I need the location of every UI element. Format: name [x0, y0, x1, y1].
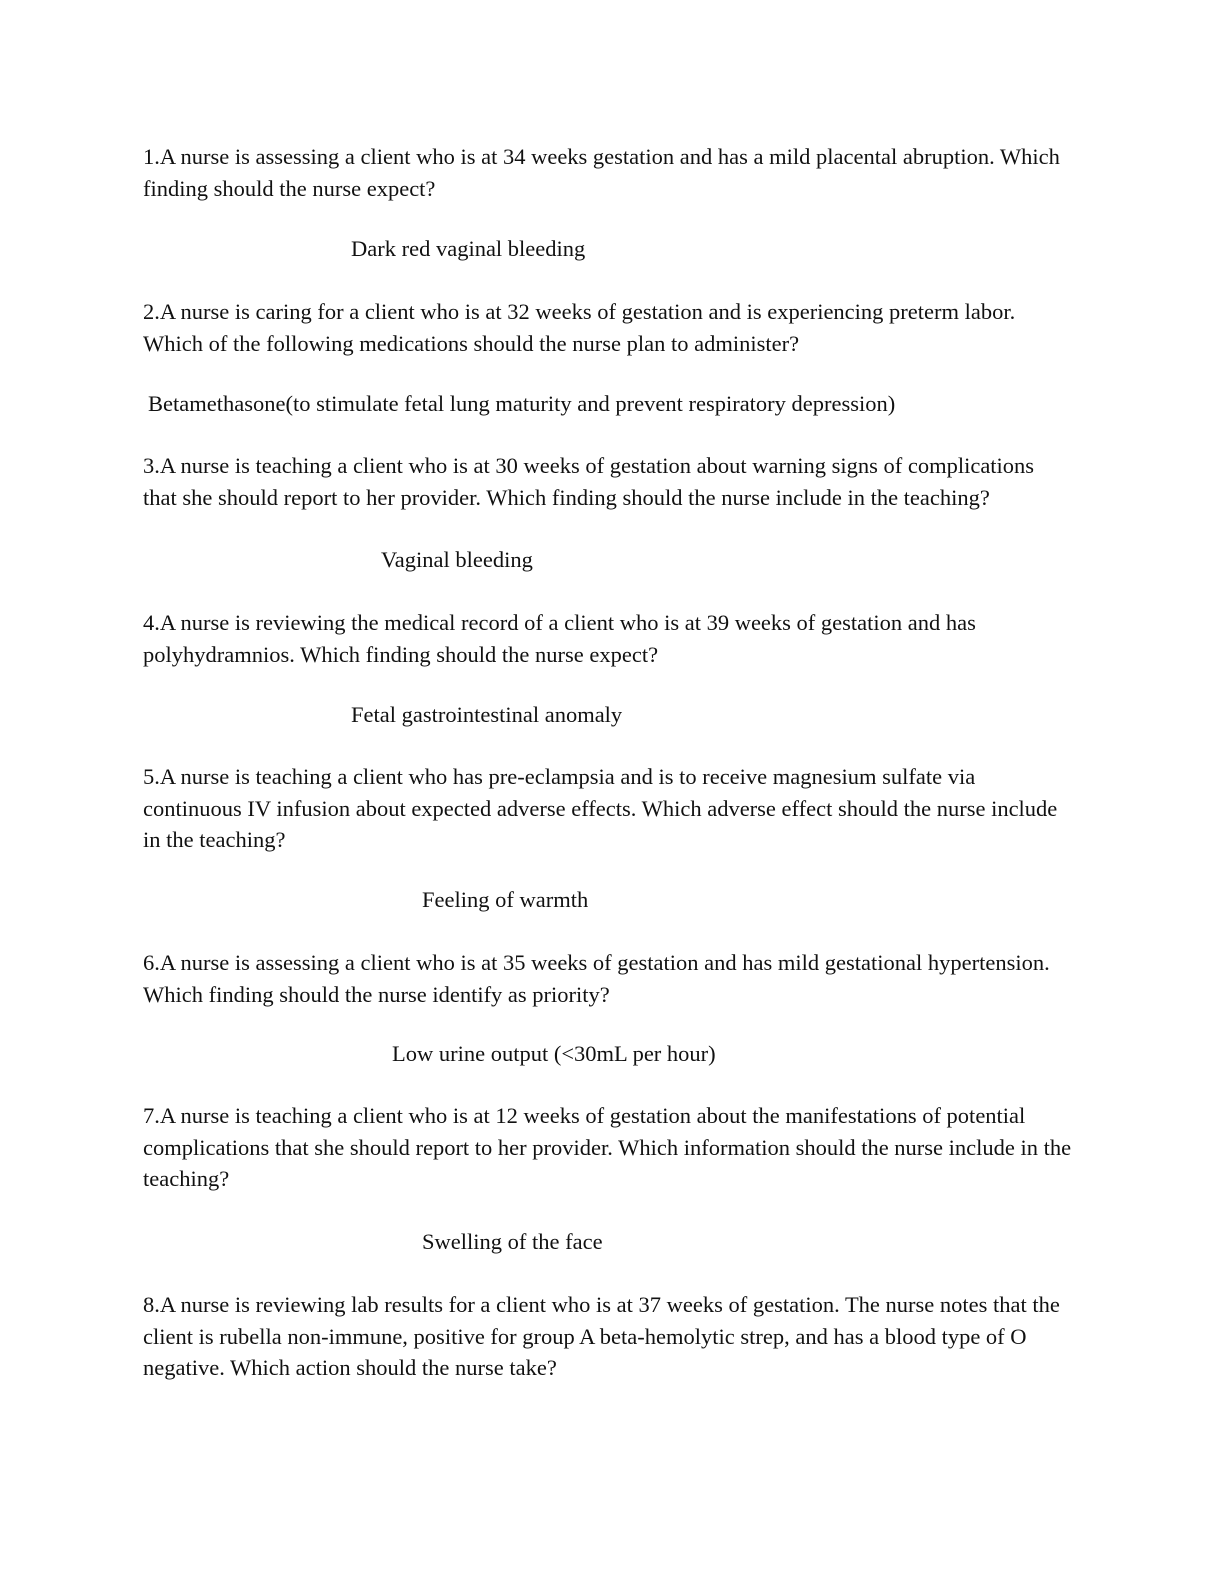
- answer-4: Fetal gastrointestinal anomaly: [351, 702, 623, 727]
- question-8: 8.A nurse is reviewing lab results for a client who is at 37 weeks of gestation. The nurse notes that the client is rubella non-immune, positive for group A beta-hemolytic strep, and has a blood type of O negative. Which action should the nurse take?: [143, 1292, 1060, 1380]
- answer-5: Feeling of warmth: [422, 887, 589, 912]
- question-1: 1.A nurse is assessing a client who is at 34 weeks gestation and has a mild placental abruption. Which finding should the nurse expect?: [143, 144, 1060, 201]
- answer-7: Swelling of the face: [422, 1229, 603, 1254]
- question-7: 7.A nurse is teaching a client who is at 12 weeks of gestation about the manifestations of potential complications that she should report to her provider. Which information should the nurse include in the teaching?: [143, 1103, 1072, 1191]
- question-6: 6.A nurse is assessing a client who is at 35 weeks of gestation and has mild gestational hypertension. Which finding should the nurse identify as priority?: [143, 950, 1050, 1007]
- question-4: 4.A nurse is reviewing the medical record of a client who is at 39 weeks of gestation and has polyhydramnios. Which finding should the nurse expect?: [143, 610, 976, 667]
- answer-6: Low urine output (<30mL per hour): [392, 1041, 716, 1066]
- question-2: 2.A nurse is caring for a client who is at 32 weeks of gestation and is experiencing preterm labor. Which of the following medications should the nurse plan to administer?: [143, 299, 1016, 356]
- answer-2: Betamethasone(to stimulate fetal lung maturity and prevent respiratory depression): [148, 391, 896, 416]
- question-5: 5.A nurse is teaching a client who has pre-eclampsia and is to receive magnesium sulfate via continuous IV infusion about expected adverse effects. Which adverse effect should the nurse include in the teaching?: [143, 764, 1058, 852]
- answer-3: Vaginal bleeding: [381, 547, 533, 572]
- answer-1: Dark red vaginal bleeding: [351, 236, 586, 261]
- question-3: 3.A nurse is teaching a client who is at 30 weeks of gestation about warning signs of complications that she should report to her provider. Which finding should the nurse include in the teaching?: [143, 453, 1035, 510]
